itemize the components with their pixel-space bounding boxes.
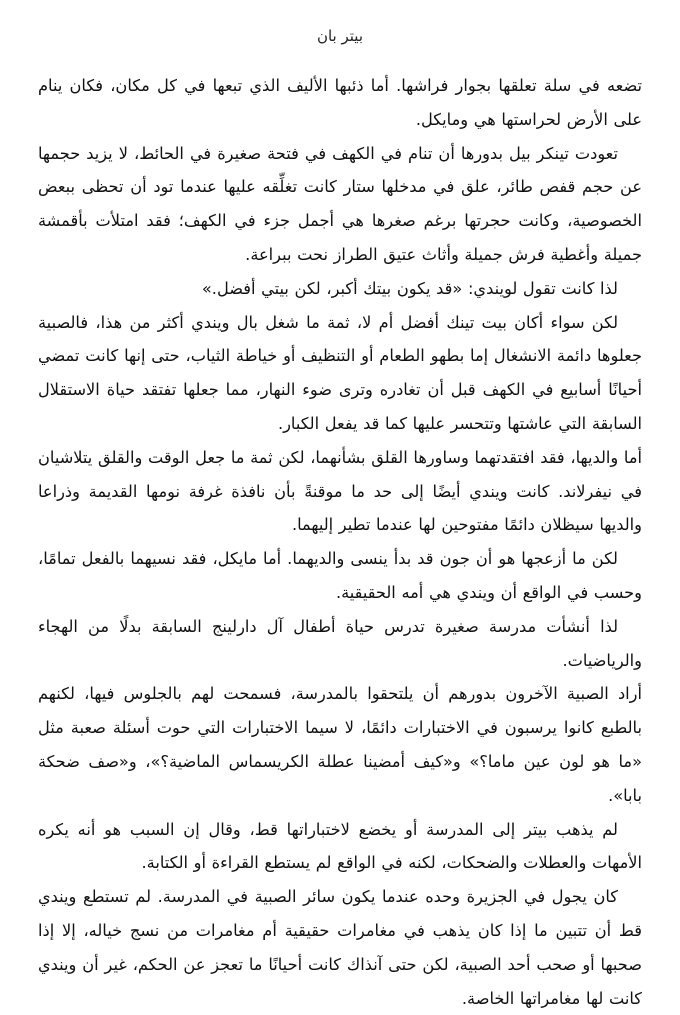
body-text	[38, 69, 642, 1015]
paragraph: كان يجول في الجزيرة وحده عندما يكون سائر الصبية في المدرسة. لم تستطع ويندي قط أن تتبين ما إذا كان يذهب في مغامرات حقيقية أم مغامرات من نسج خياله، إلا إذا صحبها أو صحب أحد الصبية، لكن حتى آنذاك كانت أحيانًا ما تعجز عن الحكم، غير أن ويندي كانت لها مغامراتها الخاصة.	[38, 887, 642, 1008]
running-header: بيتر بان	[316, 27, 364, 45]
paragraph: أما والديها، فقد افتقدتهما وساورها القلق بشأنهما، لكن ثمة ما جعل الوقت والقلق يتلاشيان في نيفرلاند. كانت ويندي أيضًا إلى حد ما موقنةً بأن نافذة غرفة نومها القديمة وذراعا والديها سيظلان دائمًا مفتوحين لها عندما تطير إليهما.	[38, 447, 642, 535]
paragraph-continued: تضعه في سلة تعلقها بجوار فراشها. أما ذئبها الأليف الذي تبعها في كل مكان، فكان ينام على الأرض لحراستها هي ومايكل.	[38, 76, 642, 129]
paragraph: تعودت تينكر بيل بدورها أن تنام في الكهف في فتحة صغيرة في الحائط، لا يزيد حجمها عن حجم قفص طائر، علق في مدخلها ستار كانت تغلِّقه عليها عندما تود أن تحظى ببعض الخصوصية، وكانت حجرتها برغم صغرها هي أجمل جزء في الكهف؛ فقد امتلأت بأقمشة جميلة وأغطية فرش جميلة وأثاث عتيق الطراز نحت ببراعة.	[38, 143, 642, 264]
paragraph: لذا كانت تقول لويندي: «قد يكون بيتك أكبر، لكن بيتي أفضل.»	[201, 278, 618, 298]
paragraph: لذا أنشأت مدرسة صغيرة تدرس حياة أطفال آل دارلينج السابقة بدلًا من الهجاء والرياضيات.	[38, 616, 642, 670]
paragraph: لم يذهب بيتر إلى المدرسة أو يخضع لاختباراتها قط، وقال إن السبب هو أنه يكره الأمهات والعطلات والضحكات، لكنه في الواقع لم يستطع القراءة أو الكتابة.	[38, 819, 642, 873]
paragraph: لكن ما أزعجها هو أن جون قد بدأ ينسى والديهما. أما مايكل، فقد نسيهما بالفعل تمامًا، وحسب في الواقع أن ويندي هي أمه الحقيقية.	[38, 549, 642, 602]
paragraph: لكن سواء أكان بيت تينك أفضل أم لا، ثمة ما شغل بال ويندي أكثر من هذا، فالصبية جعلوها دائمة الانشغال إما بطهو الطعام أو التنظيف أو خياطة الثياب، حتى إنها كانت تمضي أحيانًا أسابيع في الكهف قبل أن تغادره وترى ضوء النهار، مما جعلها تفتقد حياة الاستقلال السابقة التي عاشتها وتتحسر عليها كما قد يفعل الكبار.	[38, 312, 642, 433]
paragraph: أراد الصبية الآخرون بدورهم أن يلتحقوا بالمدرسة، فسمحت لهم بالجلوس فيها، لكنهم بالطبع كانوا يرسبون في الاختبارات دائمًا، لا سيما الاختبارات التي حوت أسئلة صعبة مثل «ما هو لون عين ماما؟» و«كيف أمضينا عطلة الكريسماس الماضية؟»، و«صف ضحكة بابا».	[38, 684, 642, 805]
